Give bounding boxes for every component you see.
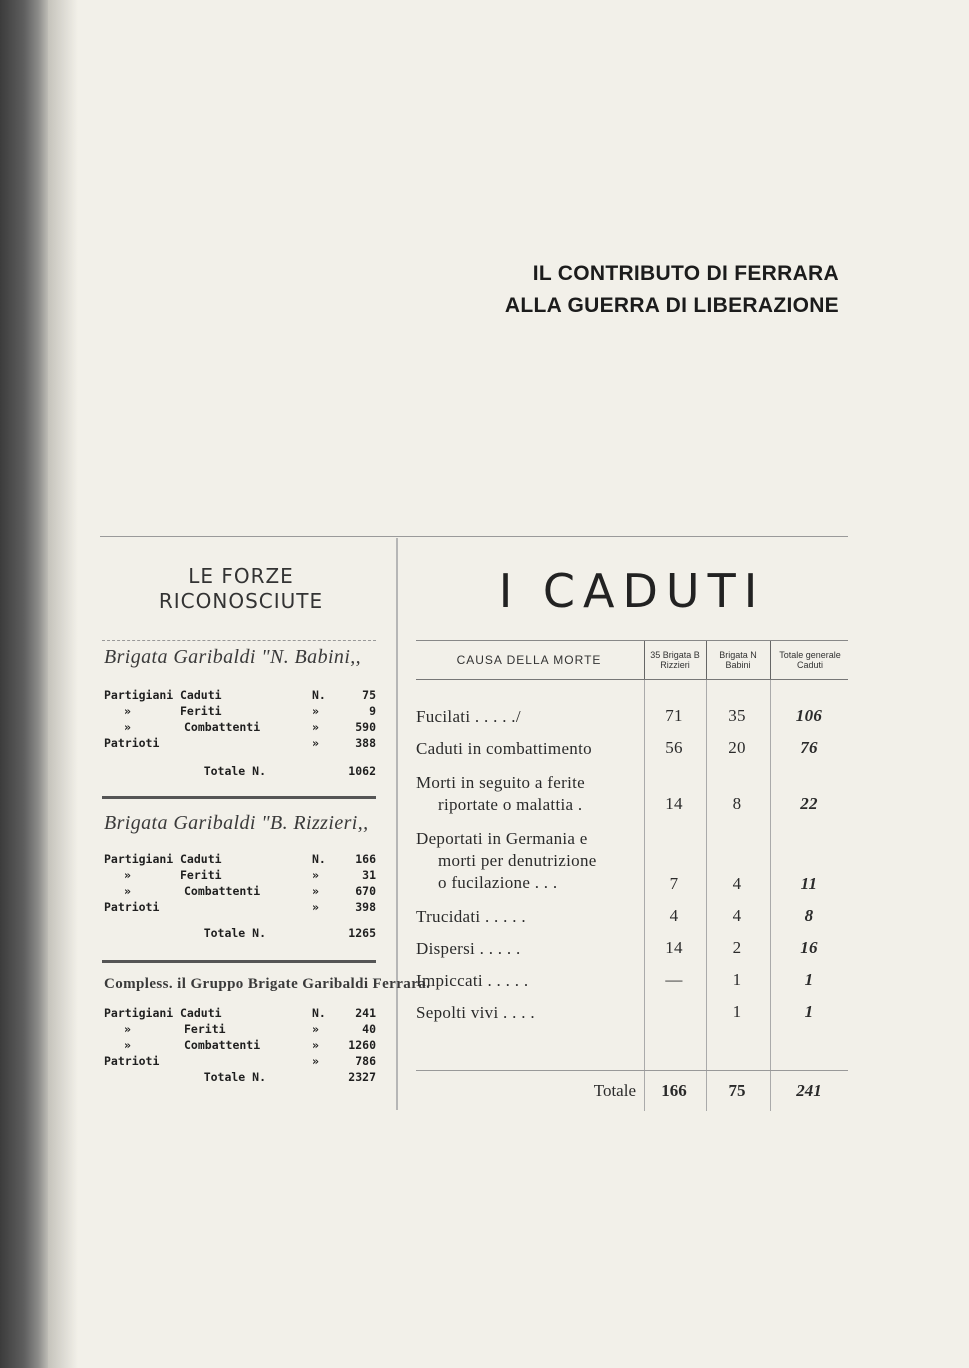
brigade-rows: [104, 852, 376, 946]
row-sublabel: Caduti: [180, 688, 222, 702]
row-marker: »: [312, 900, 319, 914]
cause-line: Deportati in Germania e: [416, 829, 588, 848]
value-babini: 1: [732, 1002, 742, 1021]
value-babini: 4: [732, 874, 742, 893]
section-rule: [102, 960, 376, 963]
table-body: [416, 680, 848, 1070]
row-label: »: [124, 868, 131, 882]
value-total: 11: [800, 874, 818, 893]
book-binding-shadow: [0, 0, 48, 1368]
table-row: [104, 884, 376, 900]
value-rizzieri: 4: [669, 906, 679, 925]
cause-line: Morti in seguito a ferite: [416, 773, 585, 792]
header-cause: CAUSA DELLA MORTE: [456, 653, 602, 667]
table-row: [416, 970, 848, 994]
value-total: 76: [800, 738, 818, 757]
table-row: [104, 868, 376, 884]
header-total: Totale generale Caduti: [770, 641, 849, 679]
row-marker: N.: [312, 1006, 326, 1020]
table-row: [104, 1006, 376, 1022]
value-rizzieri: 56: [665, 738, 683, 757]
row-sublabel: Caduti: [180, 1006, 222, 1020]
forze-title-line-2: RICONOSCIUTE: [158, 589, 324, 613]
gutter-shade: [48, 0, 78, 1368]
row-marker: »: [312, 868, 319, 882]
table-row: [104, 1038, 376, 1054]
row-label: »: [124, 1022, 131, 1036]
row-label: Patrioti: [104, 900, 160, 914]
row-sublabel: Combattenti: [184, 1038, 261, 1052]
row-value: 40: [362, 1022, 376, 1036]
table-row: [416, 772, 848, 818]
row-marker: »: [312, 736, 319, 750]
brigade-heading: Compless. il Gruppo Brigate Garibaldi Ferrara.: [104, 976, 431, 992]
value-total: 8: [804, 906, 814, 925]
table-row: [104, 1054, 376, 1070]
value-total: 16: [800, 938, 818, 957]
row-value: 388: [355, 736, 376, 750]
cause-label: Dispersi . . . . .: [416, 939, 521, 958]
table-row: [416, 938, 848, 962]
header-rizzieri: 35 Brigata B Rizzieri: [644, 641, 705, 679]
row-label: Partigiani: [104, 688, 174, 702]
row-label: »: [124, 704, 131, 718]
table-row: [104, 852, 376, 868]
table-header: [416, 640, 848, 680]
table-row: [104, 900, 376, 916]
total-rizzieri: 166: [661, 1081, 687, 1100]
value-rizzieri: 14: [665, 794, 683, 813]
total-value: 1062: [348, 764, 376, 778]
caduti-title: I CADUTI: [498, 564, 766, 618]
row-marker: »: [312, 720, 319, 734]
row-label: Partigiani: [104, 852, 174, 866]
cause-line: morti per denutrizione: [438, 851, 597, 870]
value-total: 106: [795, 706, 823, 725]
table-row: [104, 704, 376, 720]
brigade-heading: Brigata Garibaldi "B. Rizzieri,,: [104, 812, 369, 834]
row-marker: »: [312, 1054, 319, 1068]
row-marker: N.: [312, 688, 326, 702]
cause-line: riportate o malattia .: [438, 795, 583, 814]
brigade-heading: Brigata Garibaldi "N. Babini,,: [104, 646, 362, 668]
cause-label: [416, 828, 638, 894]
row-value: 590: [355, 720, 376, 734]
total-babini: 75: [728, 1081, 746, 1100]
row-value: 9: [369, 704, 376, 718]
caduti-table: [416, 640, 848, 1111]
row-marker: »: [312, 1038, 319, 1052]
value-babini: 8: [732, 794, 742, 813]
cause-label: Fucilati . . . . ./: [416, 707, 521, 726]
value-babini: 20: [728, 738, 746, 757]
row-sublabel: Feriti: [184, 1022, 226, 1036]
row-sublabel: Combattenti: [184, 720, 261, 734]
top-rule: [100, 536, 848, 537]
row-marker: »: [312, 884, 319, 898]
row-sublabel: Feriti: [180, 868, 222, 882]
row-label: Partigiani: [104, 1006, 174, 1020]
value-babini: 35: [728, 706, 746, 725]
cause-label: [416, 772, 638, 816]
table-row: [416, 738, 848, 762]
table-row: [104, 736, 376, 752]
row-value: 786: [355, 1054, 376, 1068]
total-label: Totale: [593, 1081, 636, 1100]
row-value: 670: [355, 884, 376, 898]
total-label: Totale N.: [203, 1070, 266, 1084]
cause-label: Trucidati . . . . .: [416, 907, 526, 926]
cause-line: o fucilazione . . .: [438, 873, 558, 892]
brigade-rows: [104, 1006, 376, 1090]
value-rizzieri: 7: [669, 874, 679, 893]
row-label: Patrioti: [104, 1054, 160, 1068]
total-value: 1265: [348, 926, 376, 940]
value-rizzieri: —: [665, 970, 683, 989]
row-value: 398: [355, 900, 376, 914]
brigade-total: [104, 764, 376, 784]
table-row: [416, 906, 848, 930]
row-value: 75: [362, 688, 376, 702]
value-total: 1: [804, 1002, 814, 1021]
total-label: Totale N.: [203, 764, 266, 778]
section-rule: [102, 640, 376, 641]
row-label: »: [124, 720, 131, 734]
cause-label: Impiccati . . . . .: [416, 971, 529, 990]
forze-title-line-1: LE FORZE: [188, 564, 294, 588]
row-value: 166: [355, 852, 376, 866]
value-rizzieri: 71: [665, 706, 683, 725]
row-label: »: [124, 1038, 131, 1052]
table-row: [416, 706, 848, 730]
section-rule: [102, 796, 376, 799]
value-total: 22: [800, 794, 818, 813]
brigade-rows: [104, 688, 376, 784]
statistics-panel: [100, 536, 848, 1116]
row-marker: »: [312, 1022, 319, 1036]
totals-row: [416, 1070, 848, 1111]
table-row: [416, 1002, 848, 1026]
total-value: 2327: [348, 1070, 376, 1084]
total-general: 241: [796, 1081, 822, 1100]
row-sublabel: Combattenti: [184, 884, 261, 898]
row-sublabel: Feriti: [180, 704, 222, 718]
cause-label: Sepolti vivi . . . .: [416, 1003, 535, 1022]
row-value: 1260: [348, 1038, 376, 1052]
row-marker: N.: [312, 852, 326, 866]
header-line-2: ALLA GUERRA DI LIBERAZIONE: [504, 294, 839, 317]
row-label: Patrioti: [104, 736, 160, 750]
table-row: [104, 720, 376, 736]
row-value: 241: [355, 1006, 376, 1020]
cause-label: Caduti in combattimento: [416, 739, 592, 758]
brigade-total: [104, 926, 376, 946]
header-line-1: IL CONTRIBUTO DI FERRARA: [532, 262, 839, 285]
brigade-total: [104, 1070, 376, 1090]
table-row: [104, 1022, 376, 1038]
column-separator: [396, 538, 398, 1110]
value-babini: 4: [732, 906, 742, 925]
value-babini: 1: [732, 970, 742, 989]
value-total: 1: [804, 970, 814, 989]
value-babini: 2: [732, 938, 742, 957]
table-row: [416, 828, 848, 896]
row-marker: »: [312, 704, 319, 718]
row-sublabel: Caduti: [180, 852, 222, 866]
header-babini: Brigata N Babini: [706, 641, 769, 679]
page-header: [505, 258, 839, 322]
forze-title: [100, 564, 382, 614]
value-rizzieri: 14: [665, 938, 683, 957]
total-label: Totale N.: [203, 926, 266, 940]
table-row: [104, 688, 376, 704]
row-value: 31: [362, 868, 376, 882]
row-label: »: [124, 884, 131, 898]
